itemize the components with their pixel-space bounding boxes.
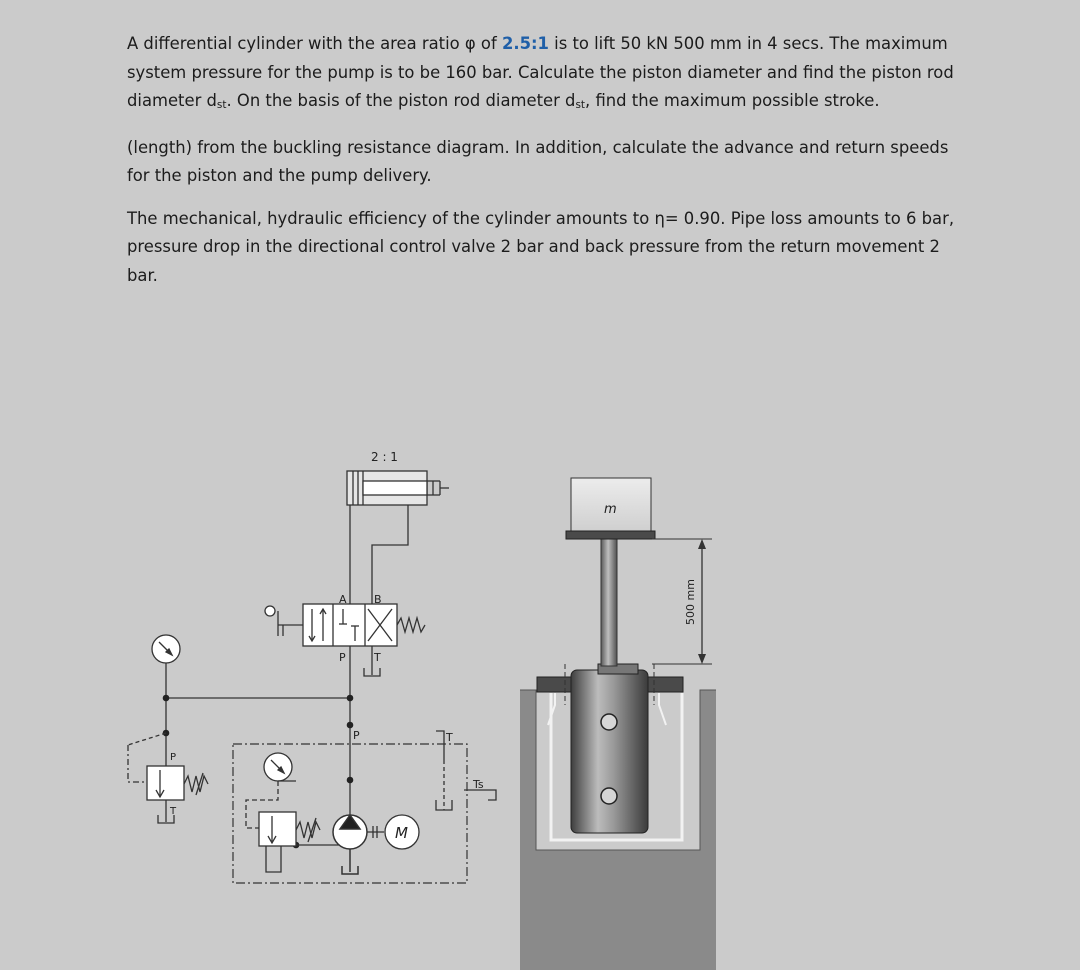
area-ratio-value: 2.5:1 bbox=[501, 34, 549, 53]
relief-valve-left bbox=[128, 733, 208, 823]
valve-port-A: A bbox=[339, 593, 347, 606]
differential-cylinder-symbol bbox=[347, 471, 449, 505]
leakage-port-Ts: Ts bbox=[473, 778, 484, 791]
relief-port-P: P bbox=[170, 752, 177, 763]
hydraulic-pump-icon bbox=[333, 815, 367, 874]
rod-diameter-symbol-2: $d_{st}$ bbox=[565, 91, 586, 111]
power-unit-port-P: P bbox=[353, 729, 360, 742]
directional-control-valve bbox=[265, 604, 425, 646]
mass-label: m bbox=[604, 502, 617, 517]
piston-rod bbox=[601, 538, 617, 666]
power-unit-gauge-icon bbox=[264, 753, 296, 781]
valve-port-P: P bbox=[339, 651, 346, 664]
junction-dots bbox=[163, 695, 354, 849]
valve-port-B: B bbox=[374, 593, 382, 606]
electric-motor-icon bbox=[367, 815, 419, 849]
relief-port-T: T bbox=[170, 806, 177, 817]
cylinder-body bbox=[571, 670, 648, 833]
lifting-cylinder-illustration bbox=[520, 478, 716, 970]
paragraph-1: A differential cylinder with the area ratio φ of 2.5:1 is to lift 50 kN 500 mm in 4 secs. The maximum system pressure for the pump is to be 160 bar. Calculate the piston diameter and find the piston rod diameter $d_{st}$. On the basis of the piston rod diameter $d_{st}$, find the maximum possible stroke. bbox=[127, 34, 954, 111]
paragraph-3: The mechanical, hydraulic efficiency of the cylinder amounts to η= 0.90. Pipe loss amounts to 6 bar, pressure drop in the directional control valve 2 bar and back pressure from the return movement 2 bar. bbox=[127, 208, 955, 285]
cylinder-port-2 bbox=[601, 788, 617, 804]
paragraph-2: (length) from the buckling resistance diagram. In addition, calculate the advance and return speeds for the piston and the pump delivery. bbox=[127, 137, 949, 185]
return-line bbox=[436, 731, 496, 810]
valve-port-T: T bbox=[374, 651, 381, 664]
stroke-dimension-label: 500 mm bbox=[684, 579, 697, 625]
motor-label: M bbox=[395, 824, 408, 842]
pressure-lines bbox=[166, 646, 350, 845]
cylinder-port-1 bbox=[601, 714, 617, 730]
rod-diameter-symbol: $d_{st}$ bbox=[206, 91, 227, 111]
power-unit-port-T: T bbox=[446, 731, 453, 744]
ratio-label: 2 : 1 bbox=[371, 450, 398, 464]
cylinder-supply-lines bbox=[350, 505, 408, 604]
pressure-gauge-icon bbox=[152, 635, 180, 663]
